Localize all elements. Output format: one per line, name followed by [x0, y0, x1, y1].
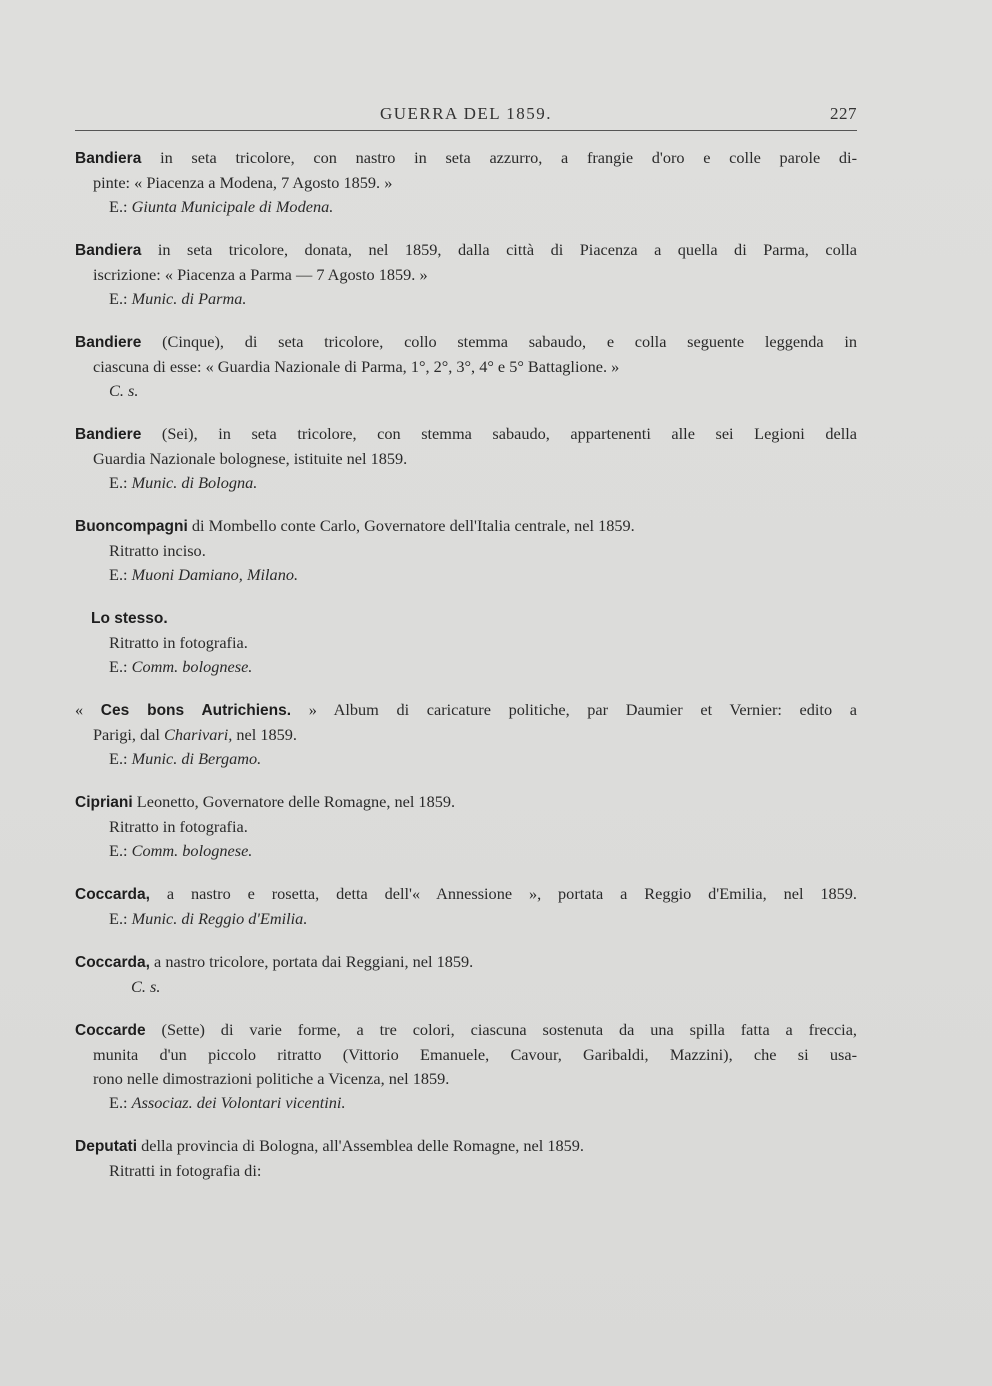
entry-keyword: Cipriani [75, 794, 133, 811]
entry-text: (Cinque), di seta tricolore, collo stemma sabaudo, e colla seguente leggenda in [162, 332, 857, 351]
entry-text: in seta tricolore, con nastro in seta azzurro, a frangie d'oro e colle parole di- [160, 148, 857, 167]
entry-text: Parigi, dal Charivari, nel 1859. [93, 725, 297, 744]
running-header [75, 100, 857, 128]
entry-keyword: Deputati [75, 1138, 137, 1155]
header-rule [75, 130, 857, 131]
entry-text: in seta tricolore, donata, nel 1859, dalla città di Piacenza a quella di Parma, colla [157, 240, 858, 259]
catalog-entry [75, 422, 857, 495]
catalog-entry [75, 330, 857, 403]
entry-keyword: Coccarda, [75, 954, 150, 971]
entry-note: Ritratto in fotografia. [109, 633, 248, 652]
entry-source: E.: Giunta Municipale di Modena. [109, 197, 334, 216]
entry-keyword: Lo stesso. [91, 610, 168, 627]
catalog-entry [75, 606, 857, 679]
entry-text: a nastro e rosetta, detta dell'« Annessione », portata a Reggio d'Emilia, nel 1859. [166, 884, 857, 903]
entry-note: Ritratto inciso. [109, 541, 206, 560]
entry-source: E.: Comm. bolognese. [109, 841, 253, 860]
entry-text: pinte: « Piacenza a Modena, 7 Agosto 1859. » [93, 173, 393, 192]
catalog-entry [75, 790, 857, 863]
catalog-entry [75, 238, 857, 311]
entry-keyword: Ces bons Autrichiens. [100, 702, 292, 719]
catalog-entry [75, 514, 857, 587]
entry-text: Guardia Nazionale bolognese, istituite nel 1859. [93, 449, 408, 468]
entry-keyword: Buoncompagni [75, 518, 188, 535]
entry-source: E.: Muoni Damiano, Milano. [109, 565, 299, 584]
entry-text: (Sette) di varie forme, a tre colori, ciascuna sostenuta da una spilla fatta a freccia, [161, 1020, 857, 1039]
catalog-entry [75, 146, 857, 219]
running-title: GUERRA DEL 1859. [379, 104, 553, 123]
entry-keyword: Coccarda, [75, 886, 150, 903]
entry-note: Ritratti in fotografia di: [109, 1161, 262, 1180]
entry-source: E.: Munic. di Bergamo. [109, 749, 262, 768]
entry-note: Ritratto in fotografia. [109, 817, 248, 836]
entry-text: della provincia di Bologna, all'Assemblea delle Romagne, nel 1859. [141, 1136, 584, 1155]
entry-keyword: Coccarde [75, 1022, 146, 1039]
entry-text: a nastro tricolore, portata dai Reggiani, nel 1859. [154, 952, 474, 971]
entry-source: E.: Associaz. dei Volontari vicentini. [109, 1093, 346, 1112]
catalog-entry [75, 1018, 857, 1115]
entry-keyword: Bandiera [75, 150, 142, 167]
entry-source: E.: Comm. bolognese. [109, 657, 253, 676]
entry-keyword: Bandiera [75, 242, 142, 259]
catalog-entry [75, 950, 857, 999]
entry-source: E.: Munic. di Bologna. [109, 473, 258, 492]
entry-keyword: Bandiere [75, 334, 142, 351]
entry-text: munita d'un piccolo ritratto (Vittorio Emanuele, Cavour, Garibaldi, Mazzini), che si usa- [93, 1045, 857, 1064]
entry-source: E.: Munic. di Parma. [109, 289, 247, 308]
entry-source: C. s. [109, 381, 139, 400]
entry-source: C. s. [131, 977, 161, 996]
entry-list [75, 146, 857, 1202]
entry-text: Leonetto, Governatore delle Romagne, nel 1859. [136, 792, 456, 811]
page-number: 227 [830, 104, 857, 123]
entry-keyword: Bandiere [75, 426, 142, 443]
catalog-entry: « Ces bons Autrichiens. » Album di caricature politiche, par Daumier et Vernier: edito a Parigi, dal Charivari, nel 1859. E.: Munic. di Bergamo. [75, 698, 857, 771]
entry-text: » Album di caricature politiche, par Daumier et Vernier: edito a [308, 700, 857, 719]
entry-text: iscrizione: « Piacenza a Parma — 7 Agosto 1859. » [93, 265, 428, 284]
entry-text: ciascuna di esse: « Guardia Nazionale di Parma, 1°, 2°, 3°, 4° e 5° Battaglione. » [93, 357, 620, 376]
catalog-entry [75, 1134, 857, 1183]
catalog-entry [75, 882, 857, 931]
entry-text: (Sei), in seta tricolore, con stemma sabaudo, appartenenti alle sei Legioni della [161, 424, 857, 443]
entry-text: rono nelle dimostrazioni politiche a Vicenza, nel 1859. [93, 1069, 450, 1088]
entry-text: di Mombello conte Carlo, Governatore dell'Italia centrale, nel 1859. [191, 516, 635, 535]
entry-source: E.: Munic. di Reggio d'Emilia. [109, 909, 308, 928]
